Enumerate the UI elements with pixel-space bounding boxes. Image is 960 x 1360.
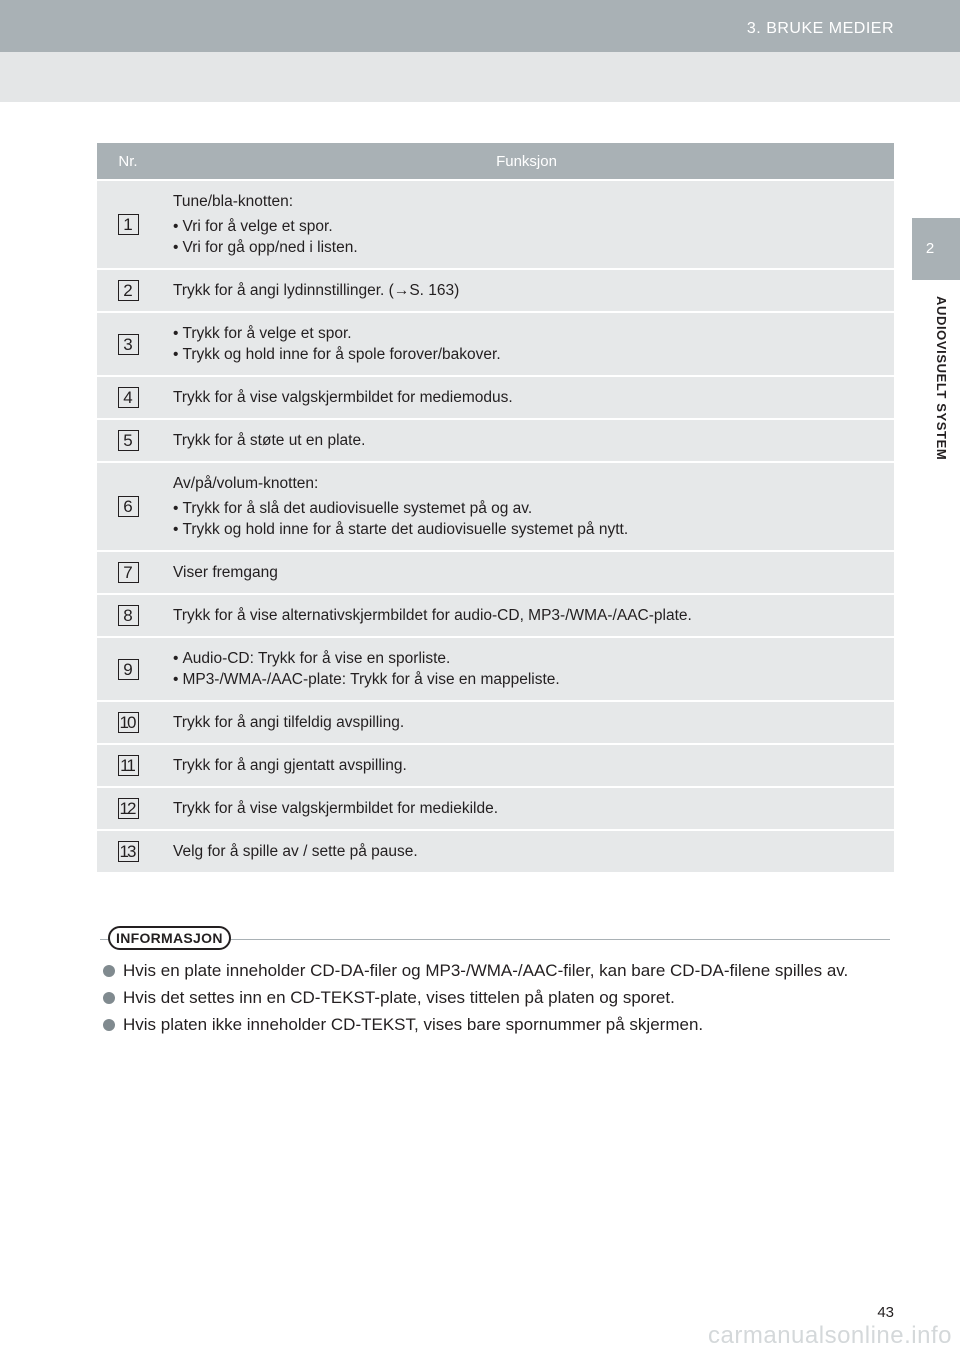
row-title: Tune/bla-knotten:: [173, 193, 294, 210]
page-number: 43: [877, 1304, 894, 1321]
info-item-text: Hvis en plate inneholder CD-DA-filer og MP3-/WMA-/AAC-filer, kan bare CD-DA-filene spilles av.: [123, 961, 849, 980]
row-number-cell: [97, 377, 159, 418]
row-number-cell: [97, 745, 159, 786]
table-row: [97, 181, 894, 268]
table-header-row: [97, 143, 894, 179]
watermark[interactable]: carmanualsonline.info: [708, 1322, 952, 1349]
column-header-nr: Nr.: [97, 143, 159, 179]
function-cell: [159, 181, 894, 268]
info-item-text: Hvis det settes inn en CD-TEKST-plate, vises tittelen på platen og sporet.: [123, 988, 675, 1007]
bullet-item: • Trykk for å velge et spor.: [173, 323, 884, 344]
function-cell: Trykk for å angi gjentatt avspilling.: [159, 745, 894, 786]
table-row: [97, 595, 894, 636]
function-cell: Trykk for å støte ut en plate.: [159, 420, 894, 461]
info-item-text: Hvis platen ikke inneholder CD-TEKST, vises bare spornummer på skjermen.: [123, 1015, 704, 1034]
number-box: 5: [118, 430, 139, 451]
function-cell: Trykk for å vise alternativskjermbildet for audio-CD, MP3-/WMA-/AAC-plate.: [159, 595, 894, 636]
table-row: [97, 377, 894, 418]
row-number-cell: [97, 463, 159, 550]
number-box: 2: [118, 280, 139, 301]
function-cell: Trykk for å angi tilfeldig avspilling.: [159, 702, 894, 743]
function-cell: [159, 638, 894, 700]
number-box: 13: [118, 841, 139, 862]
table-row: [97, 552, 894, 593]
bullet-dot-icon: [103, 992, 115, 1004]
bullet-item: • Trykk for å slå det audiovisuelle systemet på og av.: [173, 498, 884, 519]
function-cell: Trykk for å vise valgskjermbildet for mediekilde.: [159, 788, 894, 829]
bullet-dot-icon: [103, 1019, 115, 1031]
row-number-cell: [97, 181, 159, 268]
number-box: 8: [118, 605, 139, 626]
function-table: [97, 141, 894, 874]
table-row: [97, 313, 894, 375]
row-number-cell: [97, 831, 159, 872]
section-title: 3. BRUKE MEDIER: [746, 20, 894, 37]
info-list: [103, 960, 884, 1041]
bullet-item: • Audio-CD: Trykk for å vise en sporliste.: [173, 648, 884, 669]
info-item: [103, 987, 884, 1009]
number-box: 1: [118, 214, 139, 235]
column-header-funksjon: Funksjon: [159, 143, 894, 179]
header-bar: [0, 0, 960, 52]
row-number-cell: [97, 638, 159, 700]
table-row: [97, 638, 894, 700]
function-cell: Trykk for å vise valgskjermbildet for mediemodus.: [159, 377, 894, 418]
row-number-cell: [97, 313, 159, 375]
row-number-cell: [97, 702, 159, 743]
chapter-number: 2: [925, 240, 935, 257]
table-row: [97, 788, 894, 829]
function-cell: [159, 463, 894, 550]
row-number-cell: [97, 270, 159, 311]
number-box: 12: [118, 798, 139, 819]
table-row: [97, 270, 894, 311]
number-box: 6: [118, 496, 139, 517]
function-cell: [159, 313, 894, 375]
info-item: [103, 1014, 884, 1036]
bullet-item: • MP3-/WMA-/AAC-plate: Trykk for å vise en mappeliste.: [173, 669, 884, 690]
table-row: [97, 420, 894, 461]
table-row: [97, 745, 894, 786]
table-row: [97, 702, 894, 743]
number-box: 7: [118, 562, 139, 583]
header-subbar: [0, 52, 960, 102]
function-cell: Velg for å spille av / sette på pause.: [159, 831, 894, 872]
chapter-tab: [912, 218, 960, 280]
function-cell: Viser fremgang: [159, 552, 894, 593]
number-box: 9: [118, 659, 139, 680]
table-row: [97, 831, 894, 872]
info-badge: INFORMASJON: [108, 926, 231, 950]
bullet-item: • Trykk og hold inne for å starte det audiovisuelle systemet på nytt.: [173, 519, 884, 540]
number-box: 11: [118, 755, 139, 776]
chapter-title: AUDIOVISUELT SYSTEM: [934, 296, 949, 461]
row-number-cell: [97, 552, 159, 593]
table-row: [97, 463, 894, 550]
row-title: Av/på/volum-knotten:: [173, 475, 319, 492]
number-box: 4: [118, 387, 139, 408]
row-number-cell: [97, 420, 159, 461]
bullet-item: • Vri for å velge et spor.: [173, 216, 884, 237]
row-number-cell: [97, 788, 159, 829]
number-box: 3: [118, 334, 139, 355]
row-number-cell: [97, 595, 159, 636]
bullet-dot-icon: [103, 965, 115, 977]
info-item: [103, 960, 884, 982]
number-box: 10: [118, 712, 139, 733]
function-cell: Trykk for å angi lydinnstillinger. (→S. 163): [159, 270, 894, 311]
bullet-item: • Vri for gå opp/ned i listen.: [173, 237, 884, 258]
bullet-item: • Trykk og hold inne for å spole forover/bakover.: [173, 344, 884, 365]
